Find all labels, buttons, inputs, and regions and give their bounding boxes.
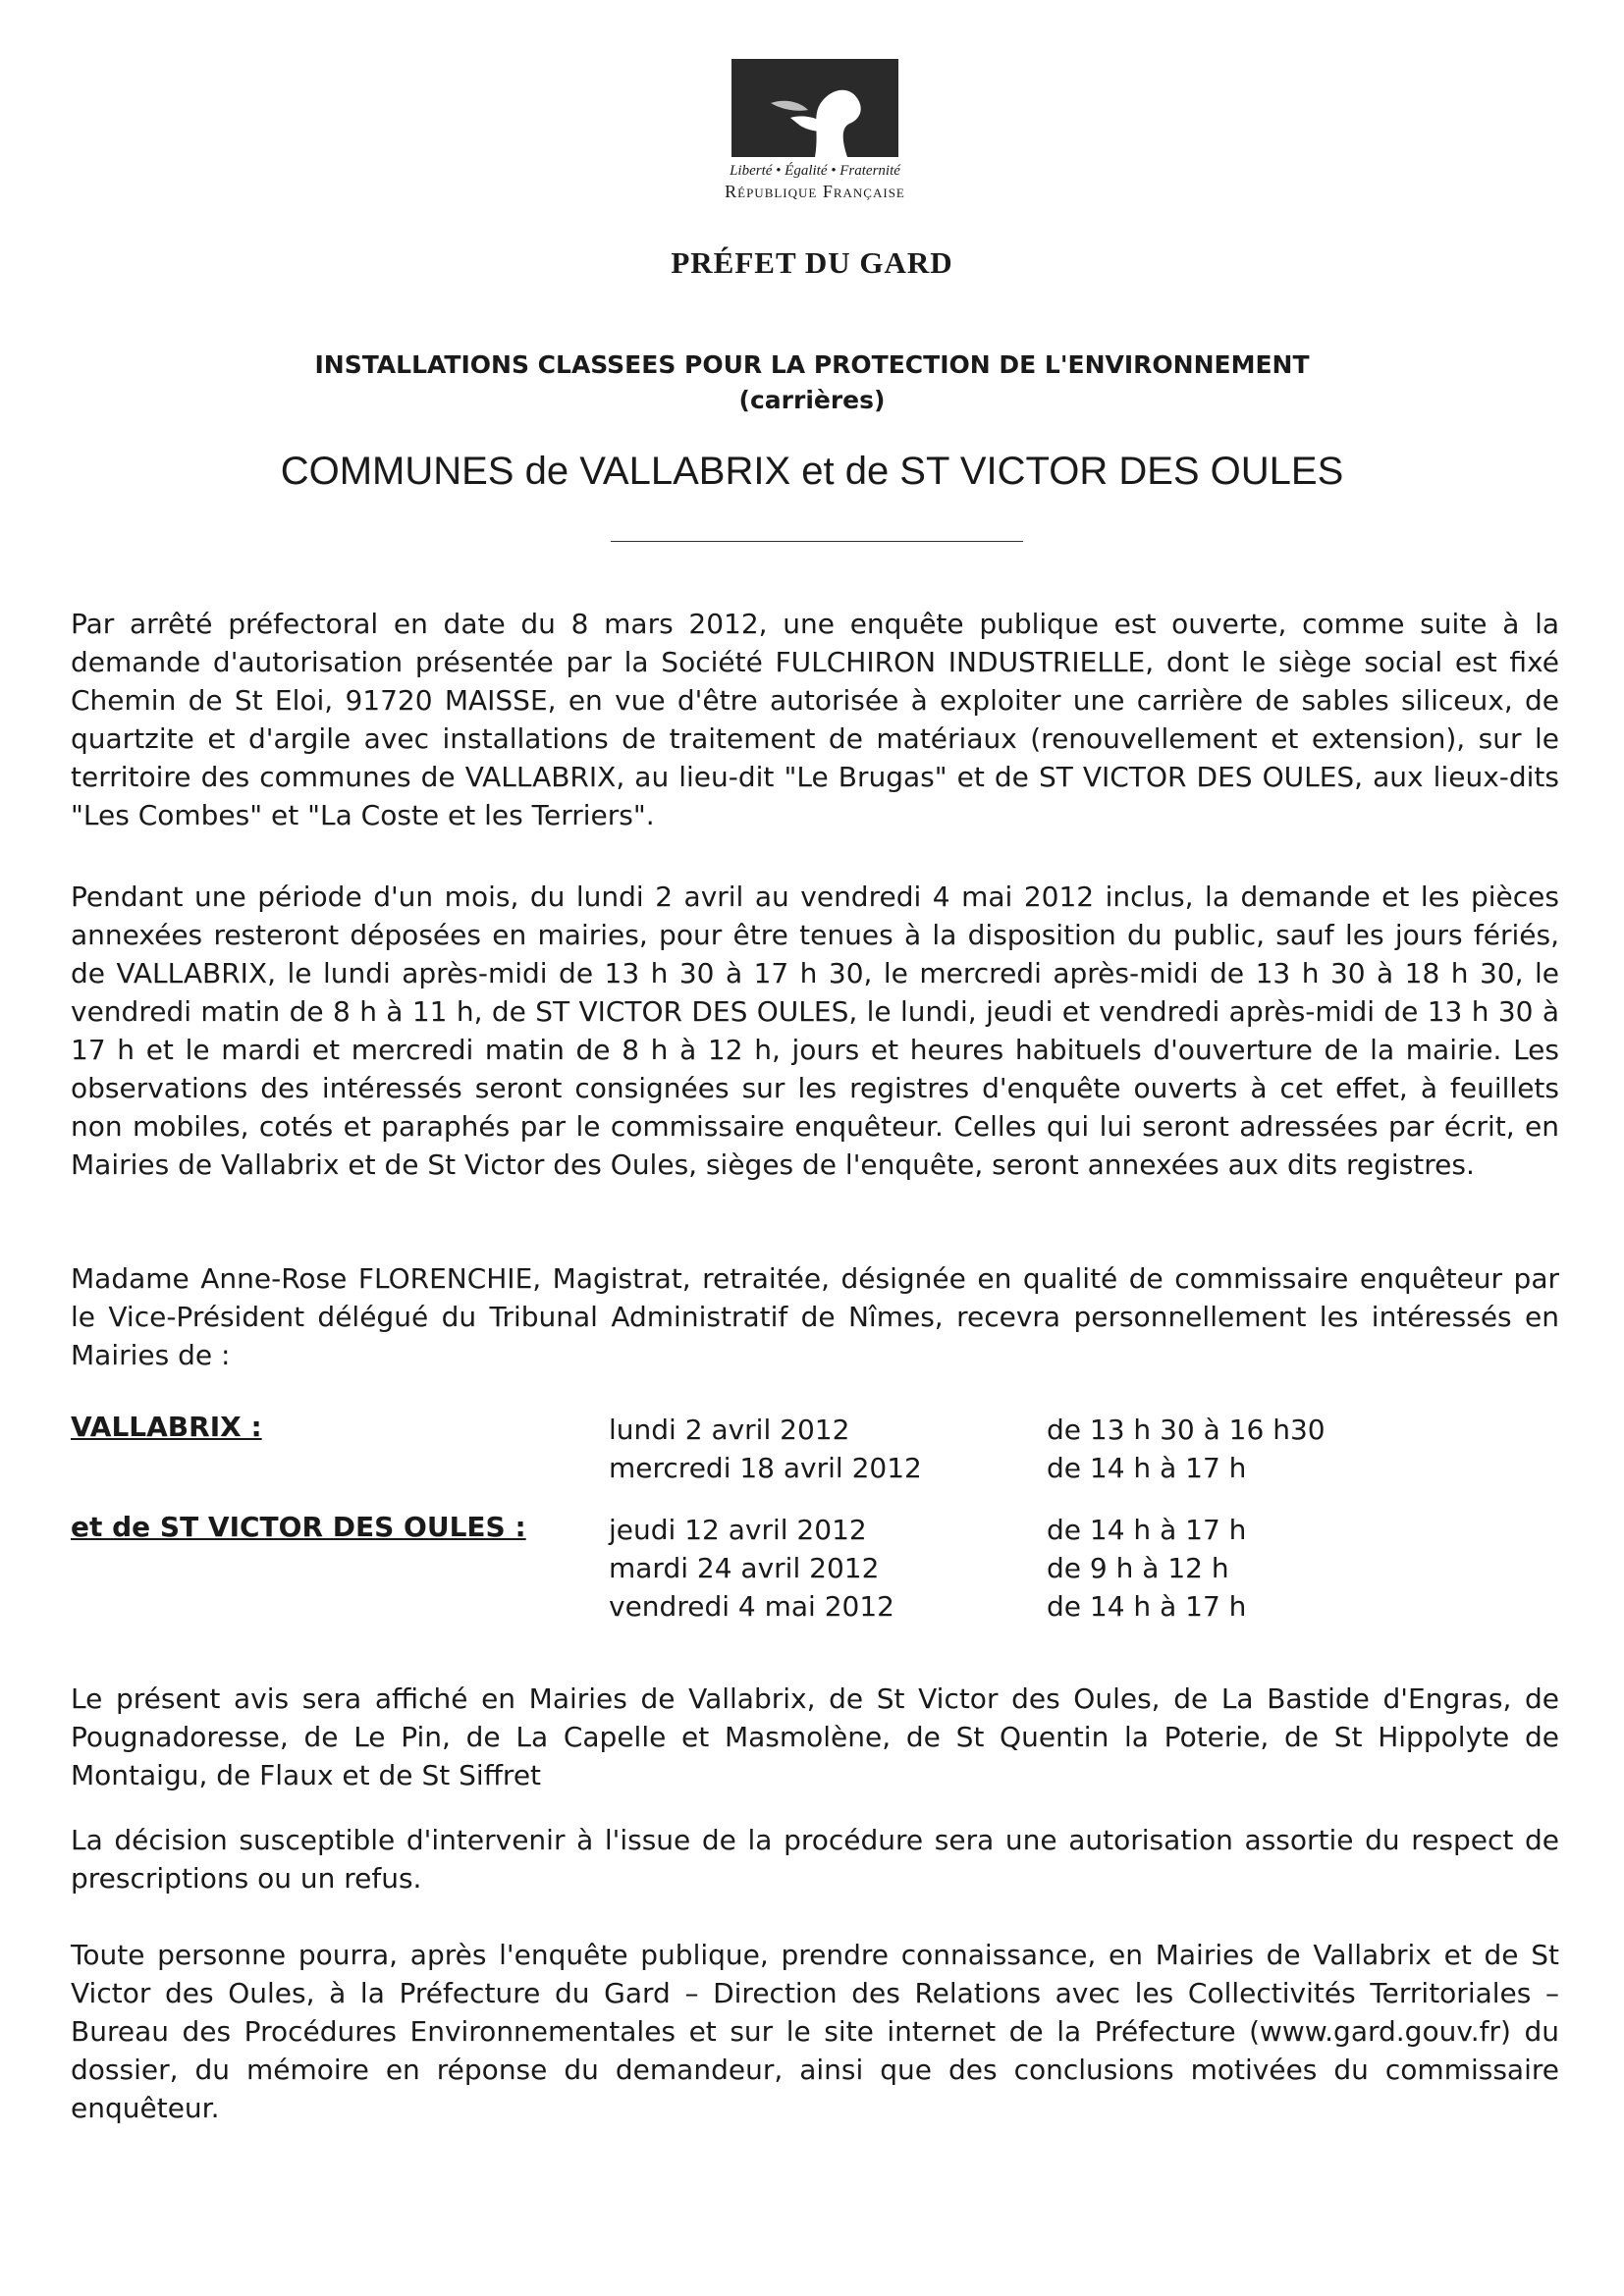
schedule-time: de 13 h 30 à 16 h30	[1047, 1414, 1326, 1446]
schedule-time: de 9 h à 12 h	[1047, 1552, 1229, 1584]
schedule-date: jeudi 12 avril 2012	[609, 1514, 867, 1546]
prefet-title: PRÉFET DU GARD	[671, 245, 953, 280]
schedule-time: de 14 h à 17 h	[1047, 1452, 1247, 1484]
republic-name: République Française	[725, 182, 905, 201]
heading-installations: INSTALLATIONS CLASSEES POUR LA PROTECTION DE L'ENVIRONNEMENT	[314, 350, 1310, 379]
schedule-dates-st-victor	[609, 1511, 894, 1626]
paragraph-consultation: Toute personne pourra, après l'enquête publique, prendre connaissance, en Mairies de Vallabrix et de St Victor des Oules, à la Préfecture du Gard – Direction des Relations avec les Collectivités Territoriales – Bureau des Procédures Environnementales et sur le site internet de la Préfecture (www.gard.gouv.fr) du dossier, du mémoire en réponse du demandeur, ainsi que des conclusions motivées du commissaire enquêteur.	[71, 1939, 1559, 2124]
schedule-date: vendredi 4 mai 2012	[609, 1590, 894, 1623]
schedule-times-st-victor	[1047, 1511, 1246, 1626]
schedule-date: lundi 2 avril 2012	[609, 1414, 850, 1446]
heading-carrieres: (carrières)	[738, 386, 886, 414]
republic-logo	[687, 59, 943, 202]
schedule-dates-vallabrix	[609, 1411, 922, 1487]
paragraph-arrete: Par arrêté préfectoral en date du 8 mars 2012, une enquête publique est ouverte, comme suite à la demande d'autorisation présentée par la Société FULCHIRON INDUSTRIELLE, dont le siège social est fixé Chemin de St Eloi, 91720 MAISSE, en vue d'être autorisée à exploiter une carrière de sables siliceux, de quartzite et d'argile avec installations de traitement de matériaux (renouvellement et extension), sur le territoire des communes de VALLABRIX, au lieu-dit "Le Brugas" et de ST VICTOR DES OULES, aux lieux-dits "Les Combes" et "La Coste et les Terriers".	[71, 608, 1559, 831]
marianne-logo-icon	[731, 59, 898, 157]
republic-motto: Liberté • Égalité • Fraternité	[730, 163, 900, 179]
schedule-date: mardi 24 avril 2012	[609, 1552, 880, 1584]
paragraph-commissaire: Madame Anne-Rose FLORENCHIE, Magistrat, retraitée, désignée en qualité de commissaire enquêteur par le Vice-Président délégué du Tribunal Administratif de Nîmes, recevra personnellement les intéressés en Mairies de :	[71, 1262, 1559, 1371]
schedule-time: de 14 h à 17 h	[1047, 1514, 1247, 1546]
schedule-label-st-victor: et de ST VICTOR DES OULES :	[71, 1511, 526, 1543]
paragraph-affichage: Le présent avis sera affiché en Mairies de Vallabrix, de St Victor des Oules, de La Bastide d'Engras, de Pougnadoresse, de Le Pin, de La Capelle et Masmolène, de St Quentin la Poterie, de St Hippolyte de Montaigu, de Flaux et de St Siffret	[71, 1682, 1559, 1791]
schedule-time: de 14 h à 17 h	[1047, 1590, 1247, 1623]
paragraph-decision: La décision susceptible d'intervenir à l'issue de la procédure sera une autorisation assortie du respect de prescriptions ou un refus.	[71, 1824, 1559, 1895]
paragraph-periode: Pendant une période d'un mois, du lundi 2 avril au vendredi 4 mai 2012 inclus, la demande et les pièces annexées resteront déposées en mairies, pour être tenues à la disposition du public, sauf les jours fériés, de VALLABRIX, le lundi après-midi de 13 h 30 à 17 h 30, le mercredi après-midi de 13 h 30 à 18 h 30, le vendredi matin de 8 h à 11 h, de ST VICTOR DES OULES, le lundi, jeudi et vendredi après-midi de 13 h 30 à 17 h et le mardi et mercredi matin de 8 h à 12 h, jours et heures habituels d'ouverture de la mairie. Les observations des intéressés seront consignées sur les registres d'enquête ouverts à cet effet, à feuillets non mobiles, cotés et paraphés par le commissaire enquêteur. Celles qui lui seront adressées par écrit, en Mairies de Vallabrix et de St Victor des Oules, sièges de l'enquête, seront annexées aux dits registres.	[71, 881, 1559, 1181]
schedule-date: mercredi 18 avril 2012	[609, 1452, 922, 1484]
communes-title: COMMUNES de VALLABRIX et de ST VICTOR DES OULES	[280, 450, 1344, 493]
schedule-times-vallabrix	[1047, 1411, 1326, 1487]
schedule-label-vallabrix: VALLABRIX :	[71, 1411, 262, 1443]
title-divider	[611, 541, 1023, 542]
